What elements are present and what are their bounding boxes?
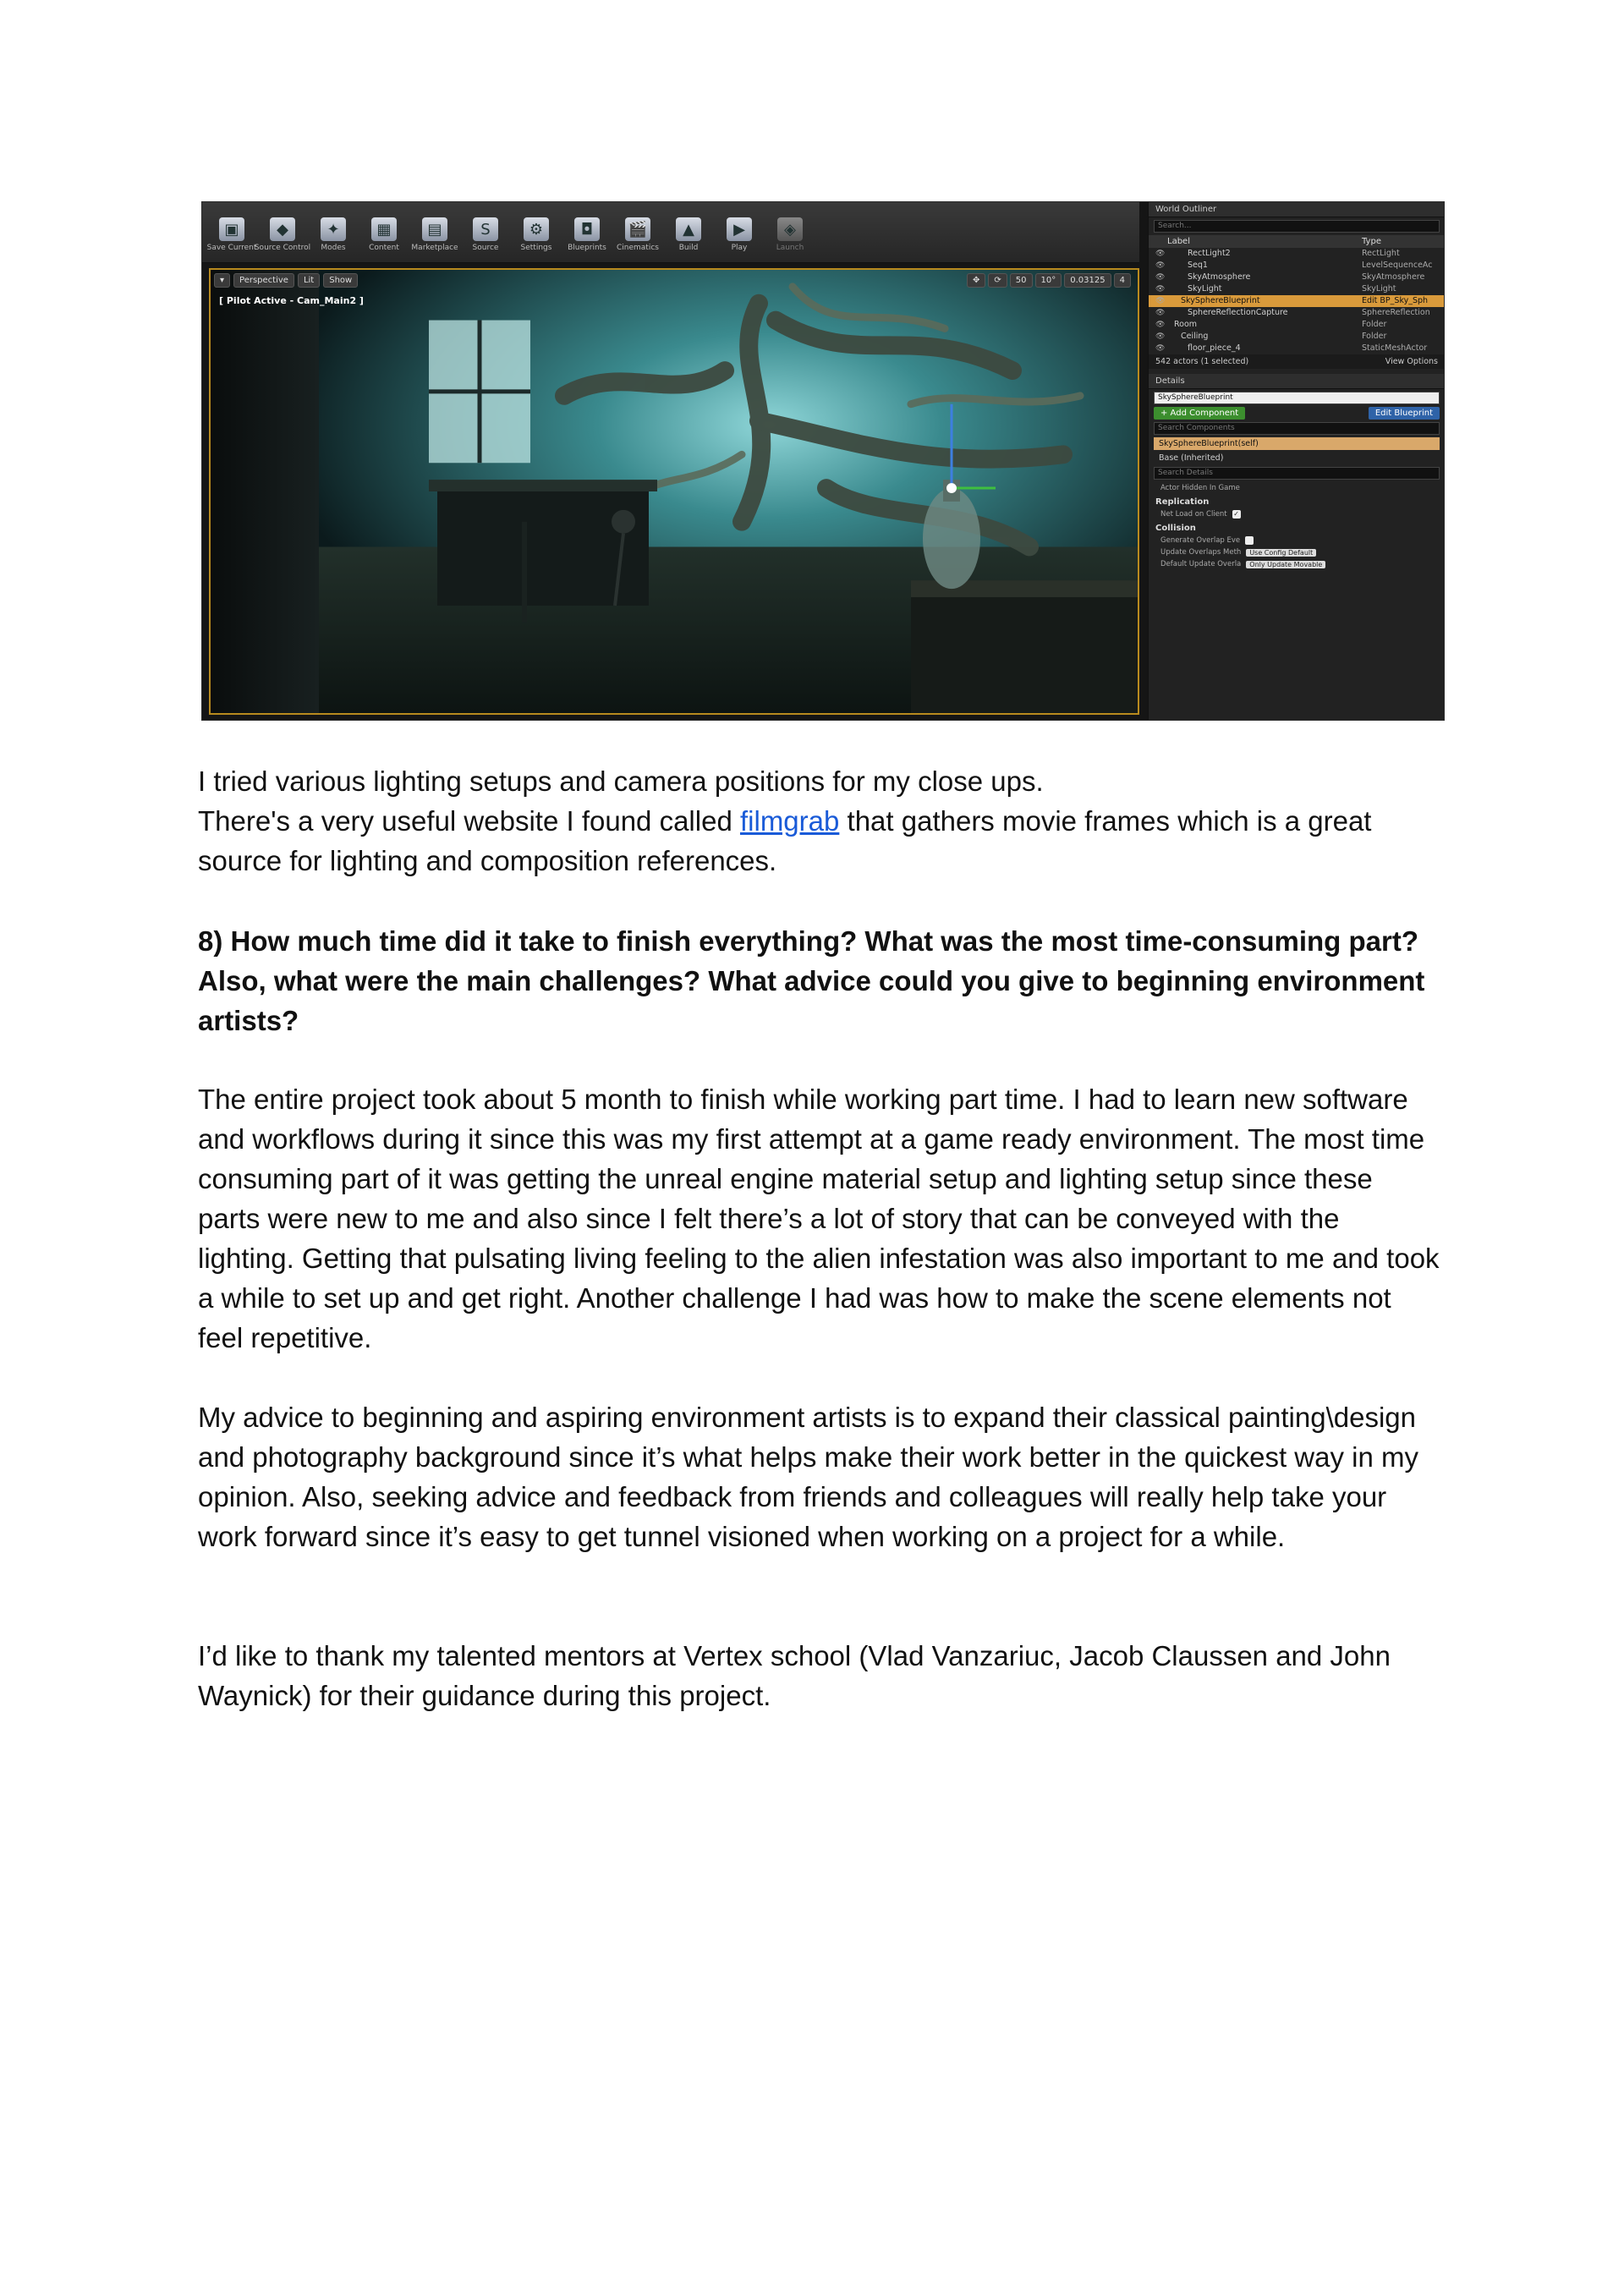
outliner-row-label: SkyLight bbox=[1188, 284, 1222, 294]
angle-snap-value[interactable]: 10° bbox=[1035, 273, 1062, 288]
viewport-options-bar bbox=[214, 273, 358, 288]
actor-hidden-label: Actor Hidden In Game bbox=[1160, 484, 1240, 492]
outliner-row-type: Folder bbox=[1362, 320, 1387, 329]
update-overlap-label: Update Overlaps Meth bbox=[1160, 548, 1242, 557]
default-update-dropdown[interactable]: Only Update Movable bbox=[1246, 561, 1325, 568]
modes-button[interactable] bbox=[310, 202, 356, 252]
outliner-row-type: SkyLight bbox=[1362, 284, 1396, 294]
actor-hidden-property bbox=[1149, 482, 1445, 494]
level-viewport[interactable] bbox=[209, 268, 1139, 715]
launch-button[interactable] bbox=[767, 202, 813, 252]
component-self[interactable]: SkySphereBlueprint(self) bbox=[1154, 437, 1440, 450]
gen-overlap-property bbox=[1149, 535, 1445, 546]
blueprints-button[interactable] bbox=[564, 202, 610, 252]
outliner-row[interactable] bbox=[1149, 260, 1445, 272]
filmgrab-post: that gathers movie frames which is a great source for lighting and composition references. bbox=[198, 805, 1372, 876]
perspective-button[interactable]: Perspective bbox=[233, 273, 294, 288]
pilot-camera-label: [ Pilot Active - Cam_Main2 ] bbox=[219, 295, 364, 306]
visibility-eye-icon[interactable]: 👁 bbox=[1155, 344, 1166, 353]
search-details-input[interactable]: Search Details bbox=[1154, 467, 1440, 480]
outliner-row-label: SkyAtmosphere bbox=[1188, 272, 1251, 282]
toolbar-label: Build bbox=[678, 244, 699, 252]
outliner-row-type: Edit BP_Sky_Sph bbox=[1362, 296, 1429, 305]
editor-toolbar bbox=[202, 202, 1139, 263]
visibility-eye-icon[interactable]: 👁 bbox=[1155, 261, 1166, 270]
net-load-checkbox[interactable]: ✓ bbox=[1233, 510, 1239, 518]
launch-icon: ◈ bbox=[777, 217, 803, 241]
outliner-row-label: Ceiling bbox=[1181, 332, 1209, 341]
paragraph-lighting bbox=[198, 761, 1441, 881]
toolbar-label: Marketplace bbox=[411, 244, 458, 252]
marketplace-button[interactable] bbox=[412, 202, 458, 252]
outliner-row-label: floor_piece_4 bbox=[1188, 343, 1241, 353]
viewport-left-shelf bbox=[211, 270, 319, 713]
rotate-tool-icon[interactable]: ⟳ bbox=[988, 273, 1007, 288]
visibility-eye-icon[interactable]: 👁 bbox=[1155, 285, 1166, 294]
outliner-columns bbox=[1149, 235, 1445, 248]
outliner-row[interactable] bbox=[1149, 283, 1445, 295]
default-update-label: Default Update Overla bbox=[1160, 560, 1242, 568]
save-icon: ▣ bbox=[219, 217, 244, 241]
toolbar-label: Cinematics bbox=[617, 244, 659, 252]
answer-paragraph-1: The entire project took about 5 month to finish while working part time. I had to learn new software and workflows during it since this was my first attempt at a game ready environment. The most time consuming part of it was getting the unreal engine material setup and lighting setup since these parts were new to me and also since I felt there’s a lot of story that can be conveyed with the lighting. Getting that pulsating living feeling to the alien infestation was also important to me and took a while to set up and get right. Another challenge I had was how to make the scene elements not feel repetitive. bbox=[198, 1084, 1440, 1353]
visibility-eye-icon[interactable]: 👁 bbox=[1155, 321, 1166, 329]
translate-tool-icon[interactable]: ✥ bbox=[967, 273, 985, 288]
save-button[interactable] bbox=[206, 202, 257, 252]
toolbar-label: Modes bbox=[321, 244, 346, 252]
outliner-row[interactable] bbox=[1149, 272, 1445, 283]
outliner-row-type: LevelSequenceAc bbox=[1362, 261, 1433, 270]
side-panels bbox=[1148, 202, 1445, 720]
add-component-button[interactable]: + Add Component bbox=[1154, 407, 1245, 420]
build-button[interactable] bbox=[666, 202, 711, 252]
cinematics-button[interactable] bbox=[615, 202, 661, 252]
source-icon: S bbox=[473, 217, 498, 241]
outliner-row-label: Seq1 bbox=[1188, 261, 1208, 270]
outliner-search-input[interactable]: Search... bbox=[1154, 220, 1440, 233]
editor-screenshot bbox=[201, 201, 1445, 721]
show-button[interactable]: Show bbox=[323, 273, 358, 288]
gen-overlap-checkbox[interactable] bbox=[1245, 536, 1254, 545]
visibility-eye-icon[interactable]: 👁 bbox=[1155, 273, 1166, 282]
outliner-list bbox=[1149, 248, 1445, 354]
filmgrab-link[interactable]: filmgrab bbox=[739, 805, 840, 837]
outliner-row-type: RectLight bbox=[1362, 249, 1400, 258]
marketplace-icon: ▤ bbox=[422, 217, 447, 241]
outliner-status bbox=[1149, 354, 1445, 369]
build-icon: ▲ bbox=[676, 217, 701, 241]
visibility-eye-icon[interactable]: 👁 bbox=[1155, 250, 1166, 258]
lit-button[interactable]: Lit bbox=[298, 273, 320, 288]
outliner-row-label: SkySphereBlueprint bbox=[1181, 296, 1260, 305]
visibility-eye-icon[interactable]: 👁 bbox=[1155, 297, 1166, 305]
replication-section[interactable]: Replication bbox=[1155, 497, 1210, 507]
visibility-eye-icon[interactable]: 👁 bbox=[1155, 309, 1166, 317]
toolbar-label: Save Current bbox=[206, 244, 257, 252]
toolbar-label: Play bbox=[731, 244, 748, 252]
world-outliner-title: World Outliner bbox=[1149, 202, 1445, 217]
settings-button[interactable] bbox=[513, 202, 559, 252]
toolbar-label: Settings bbox=[520, 244, 552, 252]
modes-icon: ✦ bbox=[321, 217, 346, 241]
scale-snap-value[interactable]: 0.03125 bbox=[1064, 273, 1111, 288]
grid-snap-value[interactable]: 50 bbox=[1010, 273, 1033, 288]
outliner-row-type: StaticMeshActor bbox=[1362, 343, 1428, 353]
details-actions bbox=[1154, 407, 1440, 420]
component-base[interactable]: Base (Inherited) bbox=[1159, 453, 1224, 463]
toolbar-label: Source bbox=[472, 244, 499, 252]
update-overlap-property bbox=[1149, 546, 1445, 558]
collision-section[interactable]: Collision bbox=[1155, 524, 1196, 533]
outliner-row-type: Folder bbox=[1362, 332, 1387, 341]
question-8: 8) How much time did it take to finish everything? What was the most time-consuming part? Also, what were the main challenges? What advice could you give to beginning environment artists? bbox=[198, 925, 1425, 1036]
content-button[interactable] bbox=[361, 202, 407, 252]
outliner-row-type: SkyAtmosphere bbox=[1362, 272, 1425, 282]
default-update-property bbox=[1149, 558, 1445, 570]
source-control-icon: ◆ bbox=[270, 217, 295, 241]
net-load-property bbox=[1149, 508, 1445, 520]
outliner-row[interactable] bbox=[1149, 331, 1445, 343]
visibility-eye-icon[interactable]: 👁 bbox=[1155, 332, 1166, 341]
toolbar-label: Blueprints bbox=[568, 244, 606, 252]
actor-name-field[interactable]: SkySphereBlueprint bbox=[1154, 392, 1440, 404]
viewport-menu-button[interactable]: ▾ bbox=[214, 273, 230, 288]
edit-blueprint-button[interactable]: Edit Blueprint bbox=[1369, 407, 1440, 420]
outliner-row[interactable] bbox=[1149, 343, 1445, 354]
actor-count: 542 actors (1 selected) bbox=[1155, 357, 1249, 366]
cinematics-icon: 🎬 bbox=[625, 217, 650, 241]
toolbar-label: Content bbox=[369, 244, 399, 252]
content-icon: ▦ bbox=[371, 217, 397, 241]
outliner-row-label: RectLight2 bbox=[1188, 249, 1231, 258]
outliner-row[interactable] bbox=[1149, 295, 1445, 307]
source-control-button[interactable] bbox=[254, 202, 311, 252]
type-column-header[interactable]: Type bbox=[1362, 237, 1381, 246]
scene-render bbox=[319, 270, 1138, 713]
outliner-row-type: SphereReflection bbox=[1362, 308, 1430, 317]
source-button[interactable] bbox=[463, 202, 508, 252]
update-overlap-dropdown[interactable]: Use Config Default bbox=[1246, 549, 1316, 557]
search-components-input[interactable]: Search Components bbox=[1154, 422, 1440, 435]
toolbar-label: Launch bbox=[776, 244, 804, 252]
outliner-row[interactable] bbox=[1149, 319, 1445, 331]
viewport-snap-controls bbox=[967, 273, 1131, 288]
play-button[interactable] bbox=[716, 202, 762, 252]
outliner-row-label: SphereReflectionCapture bbox=[1188, 308, 1288, 317]
lighting-sentence: I tried various lighting setups and camera positions for my close ups. bbox=[198, 766, 1044, 797]
outliner-row[interactable] bbox=[1149, 307, 1445, 319]
answer-paragraph-2: My advice to beginning and aspiring environment artists is to expand their classical painting\design and photography background since it’s what helps make their work better in the quickest way in my opinion. Also, seeking advice and feedback from friends and colleagues will really help take your work forward since it’s easy to get tunnel visioned when working on a project for a while. bbox=[198, 1402, 1418, 1552]
gen-overlap-label: Generate Overlap Eve bbox=[1160, 536, 1241, 545]
outliner-row-label: Room bbox=[1174, 320, 1198, 329]
filmgrab-pre: There's a very useful website I found called bbox=[198, 805, 740, 837]
toolbar-label: Source Control bbox=[254, 244, 311, 252]
details-title: Details bbox=[1149, 374, 1445, 389]
blueprints-icon: ◘ bbox=[574, 217, 600, 241]
view-options-button[interactable]: View Options bbox=[1385, 357, 1438, 366]
answer-paragraph-3: I’d like to thank my talented mentors at Vertex school (Vlad Vanzariuc, Jacob Claussen and John Waynick) for their guidance during this project. bbox=[198, 1640, 1391, 1711]
play-icon: ▶ bbox=[727, 217, 752, 241]
settings-icon: ⚙ bbox=[524, 217, 549, 241]
camera-speed-value[interactable]: 4 bbox=[1114, 273, 1131, 288]
label-column-header[interactable]: Label bbox=[1167, 237, 1190, 246]
net-load-label: Net Load on Client bbox=[1160, 510, 1227, 519]
outliner-row[interactable] bbox=[1149, 248, 1445, 260]
